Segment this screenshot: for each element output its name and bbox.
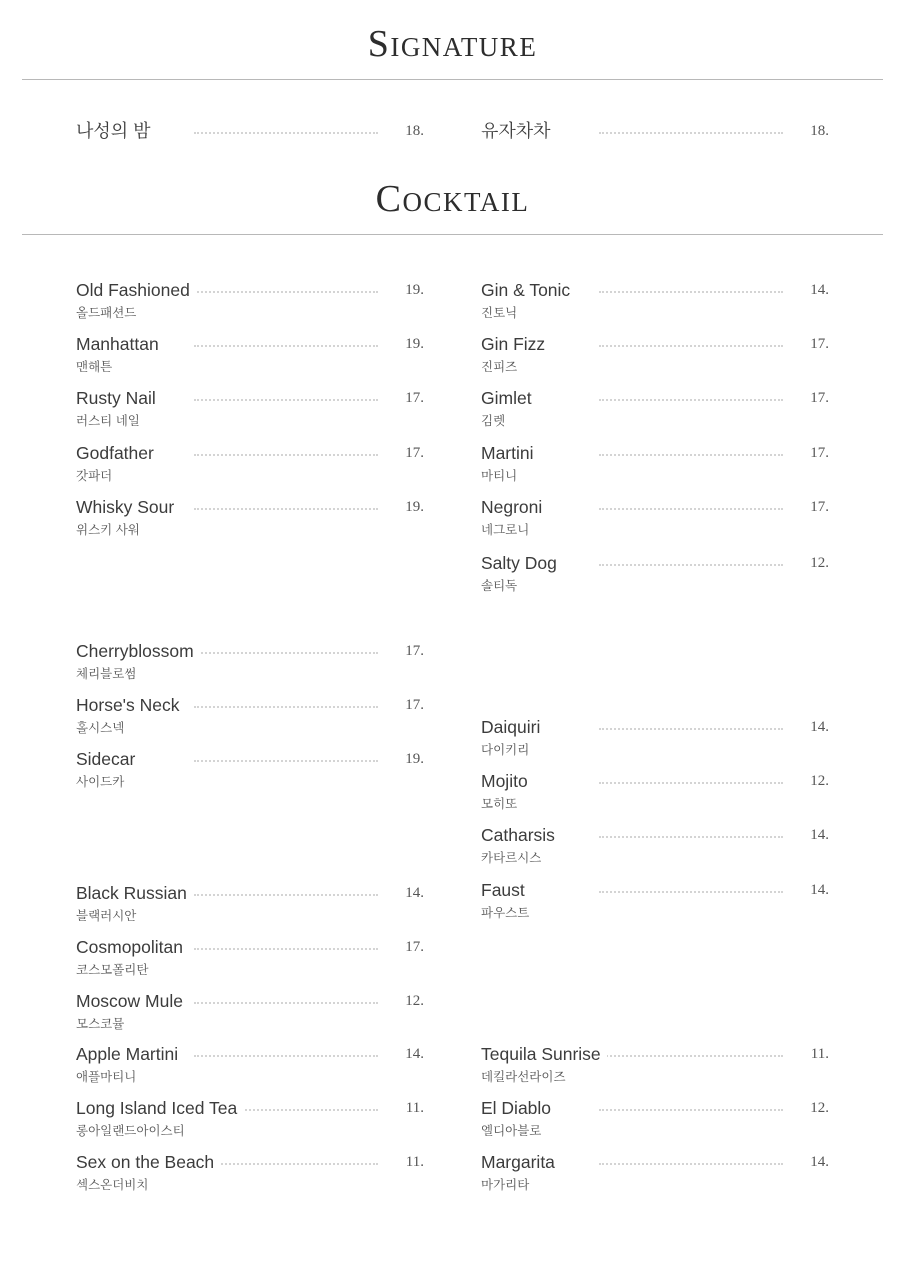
- item-price: 14.: [401, 882, 424, 904]
- item-name: Mojito: [481, 770, 534, 792]
- dot-leader: [599, 782, 783, 784]
- dot-leader: [599, 291, 783, 293]
- item-korean-name: 마가리타: [481, 1178, 530, 1192]
- item-price: 18.: [806, 120, 829, 142]
- menu-item: [481, 387, 829, 427]
- item-korean-name: 데킬라선라이즈: [481, 1070, 566, 1084]
- dot-leader: [194, 454, 378, 456]
- menu-item: [76, 990, 424, 1030]
- item-price: 17.: [806, 442, 829, 464]
- item-korean-name: 러스티 네일: [76, 414, 140, 428]
- dot-leader: [599, 399, 783, 401]
- item-name: Cherryblossom: [76, 640, 200, 662]
- item-korean-name: 맨해튼: [76, 360, 113, 374]
- item-korean-name: 코스모폴리탄: [76, 963, 149, 977]
- dot-leader: [194, 1002, 378, 1004]
- item-price: 17.: [806, 333, 829, 355]
- menu-item: [481, 442, 829, 482]
- menu-item: [76, 1097, 424, 1137]
- dot-leader: [599, 564, 783, 566]
- menu-item: [76, 694, 424, 734]
- item-korean-name: 모히또: [481, 797, 518, 811]
- dot-leader: [194, 399, 378, 401]
- menu-item: [481, 770, 829, 810]
- menu-item: [481, 1097, 829, 1137]
- menu-item: [481, 824, 829, 864]
- menu-item: [76, 882, 424, 922]
- item-price: 19.: [401, 748, 424, 770]
- item-price: 17.: [806, 387, 829, 409]
- item-price: 14.: [806, 879, 829, 901]
- item-price: 14.: [806, 1151, 829, 1173]
- menu-item: [481, 879, 829, 919]
- item-korean-name: 애플마티니: [76, 1070, 137, 1084]
- item-korean-name: 섹스온더비치: [76, 1178, 149, 1192]
- item-price: 17.: [401, 936, 424, 958]
- item-name: Apple Martini: [76, 1043, 184, 1065]
- item-price: 19.: [401, 496, 424, 518]
- item-price: 17.: [806, 496, 829, 518]
- item-name: El Diablo: [481, 1097, 557, 1119]
- item-name: Rusty Nail: [76, 387, 162, 409]
- item-name: Cosmopolitan: [76, 936, 189, 958]
- item-korean-name: 체리블로썸: [76, 667, 137, 681]
- cocktail-title: Cocktail: [375, 178, 530, 220]
- item-korean-name: 올드패션드: [76, 306, 137, 320]
- item-name: Godfather: [76, 442, 160, 464]
- item-korean-name: 카타르시스: [481, 851, 542, 865]
- menu-item: [481, 279, 829, 319]
- dot-leader: [599, 454, 783, 456]
- item-price: 11.: [402, 1097, 424, 1119]
- dot-leader: [194, 1163, 378, 1165]
- item-korean-name: 김렛: [481, 414, 506, 428]
- item-name: Black Russian: [76, 882, 193, 904]
- menu-item: [481, 333, 829, 373]
- menu-item: [76, 496, 424, 536]
- menu-item: [76, 1043, 424, 1083]
- item-korean-name: 위스키 사워: [76, 523, 140, 537]
- dot-leader: [599, 1163, 783, 1165]
- item-price: 12.: [401, 990, 424, 1012]
- menu-item: [481, 496, 829, 536]
- item-korean-name: 롱아일랜드아이스티: [76, 1124, 185, 1138]
- item-name: Salty Dog: [481, 552, 563, 574]
- dot-leader: [194, 132, 378, 134]
- item-name: Horse's Neck: [76, 694, 186, 716]
- dot-leader: [194, 345, 378, 347]
- dot-leader: [599, 132, 783, 134]
- item-name: Catharsis: [481, 824, 561, 846]
- item-price: 11.: [807, 1043, 829, 1065]
- dot-leader: [194, 760, 378, 762]
- item-korean-name: 파우스트: [481, 906, 530, 920]
- dot-leader: [599, 1109, 783, 1111]
- menu-item: [481, 120, 829, 160]
- item-name: Margarita: [481, 1151, 561, 1173]
- item-price: 17.: [401, 387, 424, 409]
- item-korean-name: 마티니: [481, 469, 518, 483]
- item-price: 12.: [806, 1097, 829, 1119]
- item-name: Whisky Sour: [76, 496, 180, 518]
- item-price: 19.: [401, 279, 424, 301]
- item-korean-name: 네그로니: [481, 523, 530, 537]
- dot-leader: [599, 891, 783, 893]
- item-korean-name: 진피즈: [481, 360, 518, 374]
- menu-item: [481, 552, 829, 592]
- item-korean-name: 진토닉: [481, 306, 518, 320]
- menu-item: [76, 120, 424, 160]
- item-korean-name: 사이드카: [76, 775, 125, 789]
- dot-leader: [194, 706, 378, 708]
- item-price: 18.: [401, 120, 424, 142]
- item-name: Martini: [481, 442, 540, 464]
- item-name: Manhattan: [76, 333, 165, 355]
- dot-leader: [599, 836, 783, 838]
- cocktail-divider: [22, 234, 883, 235]
- menu-item: [76, 748, 424, 788]
- dot-leader: [194, 948, 378, 950]
- dot-leader: [599, 1055, 783, 1057]
- menu-item: [76, 936, 424, 976]
- signature-title: Signature: [367, 23, 538, 65]
- item-price: 12.: [806, 552, 829, 574]
- dot-leader: [599, 345, 783, 347]
- item-name: Old Fashioned: [76, 279, 196, 301]
- item-price: 14.: [401, 1043, 424, 1065]
- item-price: 11.: [402, 1151, 424, 1173]
- item-price: 12.: [806, 770, 829, 792]
- item-name: 나성의 밤: [76, 120, 157, 142]
- item-korean-name: 모스코뮬: [76, 1017, 125, 1031]
- signature-divider: [22, 79, 883, 80]
- item-name: 유자차차: [481, 120, 557, 142]
- item-name: Sidecar: [76, 748, 141, 770]
- menu-item: [481, 1043, 829, 1083]
- item-name: Moscow Mule: [76, 990, 189, 1012]
- menu-item: [481, 1151, 829, 1191]
- item-price: 19.: [401, 333, 424, 355]
- item-price: 17.: [401, 640, 424, 662]
- item-name: Tequila Sunrise: [481, 1043, 607, 1065]
- item-name: Faust: [481, 879, 531, 901]
- menu-item: [76, 387, 424, 427]
- item-name: Gimlet: [481, 387, 538, 409]
- item-price: 14.: [806, 824, 829, 846]
- item-name: Negroni: [481, 496, 548, 518]
- menu-item: [76, 333, 424, 373]
- item-name: Long Island Iced Tea: [76, 1097, 243, 1119]
- item-price: 14.: [806, 716, 829, 738]
- item-korean-name: 다이키리: [481, 743, 530, 757]
- item-korean-name: 블랙러시안: [76, 909, 137, 923]
- item-name: Sex on the Beach: [76, 1151, 220, 1173]
- menu-item: [76, 640, 424, 680]
- item-price: 14.: [806, 279, 829, 301]
- menu-item: [76, 442, 424, 482]
- dot-leader: [194, 894, 378, 896]
- menu-item: [76, 1151, 424, 1191]
- item-price: 17.: [401, 694, 424, 716]
- item-korean-name: 홀시스넥: [76, 721, 125, 735]
- item-name: Gin & Tonic: [481, 279, 576, 301]
- dot-leader: [194, 291, 378, 293]
- menu-item: [76, 279, 424, 319]
- item-korean-name: 갓파더: [76, 469, 113, 483]
- item-name: Daiquiri: [481, 716, 546, 738]
- item-name: Gin Fizz: [481, 333, 551, 355]
- dot-leader: [194, 652, 378, 654]
- dot-leader: [599, 508, 783, 510]
- menu-item: [481, 716, 829, 756]
- item-korean-name: 솔티독: [481, 579, 518, 593]
- dot-leader: [599, 728, 783, 730]
- dot-leader: [194, 508, 378, 510]
- item-korean-name: 엘디아블로: [481, 1124, 542, 1138]
- dot-leader: [194, 1055, 378, 1057]
- item-price: 17.: [401, 442, 424, 464]
